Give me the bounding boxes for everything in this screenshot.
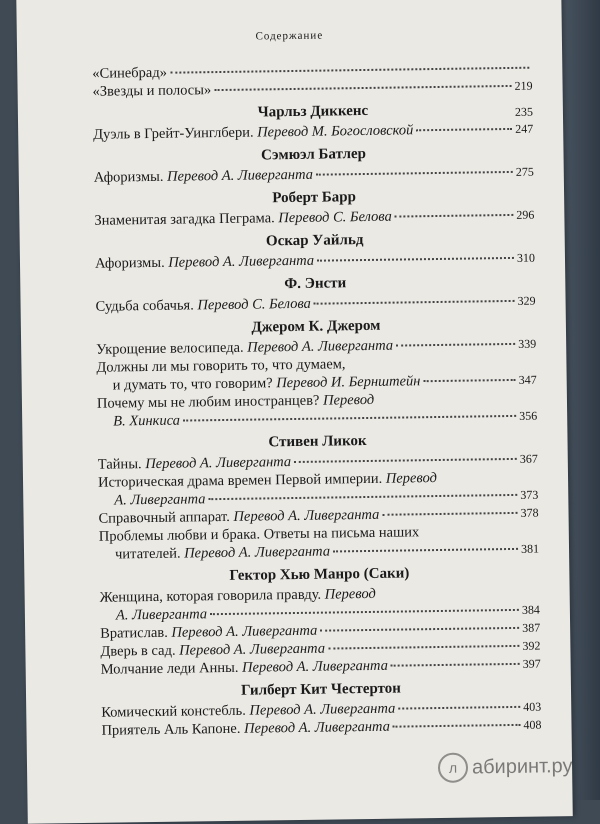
entry-text bbox=[93, 121, 413, 143]
dot-leader bbox=[183, 414, 516, 422]
page-number: 387 bbox=[522, 619, 540, 637]
page-number: 392 bbox=[522, 637, 540, 655]
entry-title: Комический констебль. bbox=[101, 703, 246, 721]
dot-leader bbox=[333, 547, 518, 553]
dot-leader bbox=[314, 299, 515, 305]
page-number: 310 bbox=[517, 249, 535, 267]
page-number: 219 bbox=[514, 77, 532, 95]
entry-translator: Перевод А. Ливерганта bbox=[168, 253, 314, 271]
entry-translator: Перевод С. Белова bbox=[278, 209, 392, 227]
dot-leader bbox=[317, 256, 514, 262]
entry-title: Тайны. bbox=[98, 456, 142, 473]
entry-title: и думать то, что говорим? bbox=[113, 375, 273, 393]
entry-title: Вратислав. bbox=[100, 625, 168, 642]
dot-leader bbox=[316, 170, 513, 176]
dot-leader bbox=[320, 626, 519, 632]
page-number: 339 bbox=[518, 335, 536, 353]
entry-title: Афоризмы. bbox=[94, 169, 164, 186]
dot-leader bbox=[391, 662, 520, 667]
dot-leader bbox=[382, 511, 517, 516]
toc-line bbox=[95, 249, 535, 273]
toc-entry bbox=[93, 120, 533, 144]
entry-title: Афоризмы. bbox=[95, 255, 165, 272]
entry-translator: Перевод А. Ливерганта bbox=[145, 454, 291, 472]
entry-text bbox=[94, 208, 392, 230]
entry-translator: Перевод bbox=[325, 586, 376, 603]
entry-title: Укрощение велосипеда. bbox=[96, 340, 244, 358]
dot-leader bbox=[423, 378, 515, 382]
table-of-contents bbox=[92, 59, 541, 740]
entry-translator: Перевод А. Ливерганта bbox=[247, 338, 393, 356]
entry-text bbox=[95, 295, 311, 316]
entry-translator: Перевод А. Ливерганта bbox=[171, 623, 317, 641]
entry-text bbox=[101, 657, 388, 679]
author-heading: Роберт Барр bbox=[94, 187, 534, 210]
entry-title: «Синебрад» bbox=[92, 65, 167, 82]
entry-translator: Перевод А. Ливерганта bbox=[184, 544, 330, 562]
dot-leader bbox=[210, 608, 519, 615]
toc-line bbox=[94, 163, 534, 187]
toc-entry bbox=[95, 292, 535, 316]
toc-entry bbox=[95, 249, 535, 273]
entry-text bbox=[113, 412, 180, 431]
page-number: 373 bbox=[520, 486, 538, 504]
author-heading: Гилберт Кит Честертон bbox=[101, 679, 541, 702]
dot-leader bbox=[214, 84, 511, 91]
page-number: 235 bbox=[515, 105, 533, 120]
entry-title: Проблемы любви и брака. Ответы на письма наших bbox=[99, 524, 420, 544]
author-heading: Оскар Уайльд bbox=[95, 230, 535, 253]
entry-text bbox=[94, 166, 313, 187]
page-number: 296 bbox=[516, 206, 534, 224]
entry-text bbox=[116, 605, 207, 624]
book-page bbox=[16, 0, 573, 824]
entry-text bbox=[92, 81, 211, 101]
entry-translator: Перевод А. Ливерганта bbox=[249, 701, 395, 719]
page-number: 403 bbox=[523, 698, 541, 716]
toc-line bbox=[93, 120, 533, 144]
entry-title: Молчание леди Анны. bbox=[101, 660, 239, 678]
entry-translator: Перевод И. Бернштейн bbox=[276, 373, 420, 391]
dot-leader bbox=[396, 342, 515, 347]
dot-leader bbox=[393, 723, 521, 728]
entry-translator: Перевод А. Ливерганта bbox=[244, 719, 390, 737]
entry-translator: Перевод М. Богословской bbox=[257, 122, 413, 140]
dot-leader bbox=[398, 705, 520, 710]
entry-translator: А. Ливерганта bbox=[114, 491, 205, 508]
dot-leader bbox=[170, 66, 529, 74]
toc-entry bbox=[98, 468, 538, 510]
entry-translator: Перевод А. Ливерганта bbox=[242, 658, 388, 676]
toc-line bbox=[95, 292, 535, 316]
page-number: 247 bbox=[515, 120, 533, 138]
author-heading: Джером К. Джером bbox=[96, 316, 536, 339]
author-heading: Сэмюэл Батлер bbox=[93, 144, 533, 167]
dot-leader bbox=[208, 493, 517, 500]
dot-leader bbox=[294, 457, 517, 463]
entry-text bbox=[114, 490, 205, 509]
page-number: 384 bbox=[522, 601, 540, 619]
page-number: 347 bbox=[519, 371, 537, 389]
toc-entry bbox=[100, 583, 540, 625]
page-number: 356 bbox=[519, 407, 537, 425]
page-number: 408 bbox=[523, 716, 541, 734]
toc-entry bbox=[96, 353, 536, 395]
page-number: 397 bbox=[523, 655, 541, 673]
entry-translator: Перевод А. Ливерганта bbox=[233, 507, 379, 525]
entry-text bbox=[92, 64, 167, 83]
watermark-text: абиринт.ру bbox=[471, 755, 572, 779]
dot-leader bbox=[416, 127, 512, 131]
entry-title: Дуэль в Грейт-Уинглбери. bbox=[93, 125, 254, 143]
entry-translator: Перевод С. Белова bbox=[197, 296, 311, 314]
entry-title: читателей. bbox=[115, 546, 181, 563]
entry-translator: Перевод А. Ливерганта bbox=[167, 167, 313, 185]
toc-entry bbox=[94, 163, 534, 187]
entry-translator: А. Ливерганта bbox=[116, 606, 207, 623]
entry-translator: Перевод bbox=[323, 392, 374, 409]
entry-title: Должны ли мы говорить то, что думаем, bbox=[96, 356, 345, 375]
page-header: Содержание bbox=[17, 26, 562, 46]
toc-line bbox=[94, 206, 534, 230]
entry-title: Женщина, которая говорила правду. bbox=[100, 587, 322, 606]
author-heading: Ф. Энсти bbox=[95, 273, 535, 296]
entry-title: Знаменитая загадка Пеграма. bbox=[94, 210, 275, 229]
entry-title: Справочный аппарат. bbox=[98, 509, 230, 527]
page-number: 378 bbox=[520, 504, 538, 522]
watermark bbox=[437, 751, 572, 783]
entry-translator: В. Хинкиса bbox=[113, 413, 180, 430]
toc-entry bbox=[94, 206, 534, 230]
toc-entry bbox=[97, 389, 537, 431]
entry-title: Дверь в сад. bbox=[100, 643, 175, 660]
entry-translator: Перевод bbox=[386, 470, 437, 487]
entry-title: Историческая драма времен Первой империи. bbox=[98, 471, 382, 491]
entry-text bbox=[100, 585, 376, 607]
page-number: 275 bbox=[516, 163, 534, 181]
entry-translator: Перевод А. Ливерганта bbox=[179, 641, 325, 659]
page-number: 329 bbox=[517, 292, 535, 310]
author-heading: Чарльз Диккенс 235 bbox=[93, 101, 533, 124]
entry-text bbox=[95, 252, 314, 273]
labirint-logo-icon: л bbox=[437, 753, 467, 783]
entry-title: Приятель Аль Капоне. bbox=[101, 721, 240, 739]
author-heading: Стивен Ликок bbox=[97, 431, 537, 454]
entry-title: Почему мы не любим иностранцев? bbox=[97, 393, 320, 412]
page-number: 381 bbox=[521, 540, 539, 558]
dot-leader bbox=[328, 644, 519, 650]
page-number: 367 bbox=[520, 450, 538, 468]
entry-title: «Звезды и полосы» bbox=[92, 82, 211, 100]
entry-text bbox=[101, 718, 390, 740]
author-heading: Гектор Хью Манро (Саки) bbox=[99, 564, 539, 587]
entry-title: Судьба собачья. bbox=[95, 297, 193, 314]
toc-entry bbox=[99, 522, 539, 564]
entry-text bbox=[115, 543, 330, 564]
dot-leader bbox=[395, 213, 514, 218]
